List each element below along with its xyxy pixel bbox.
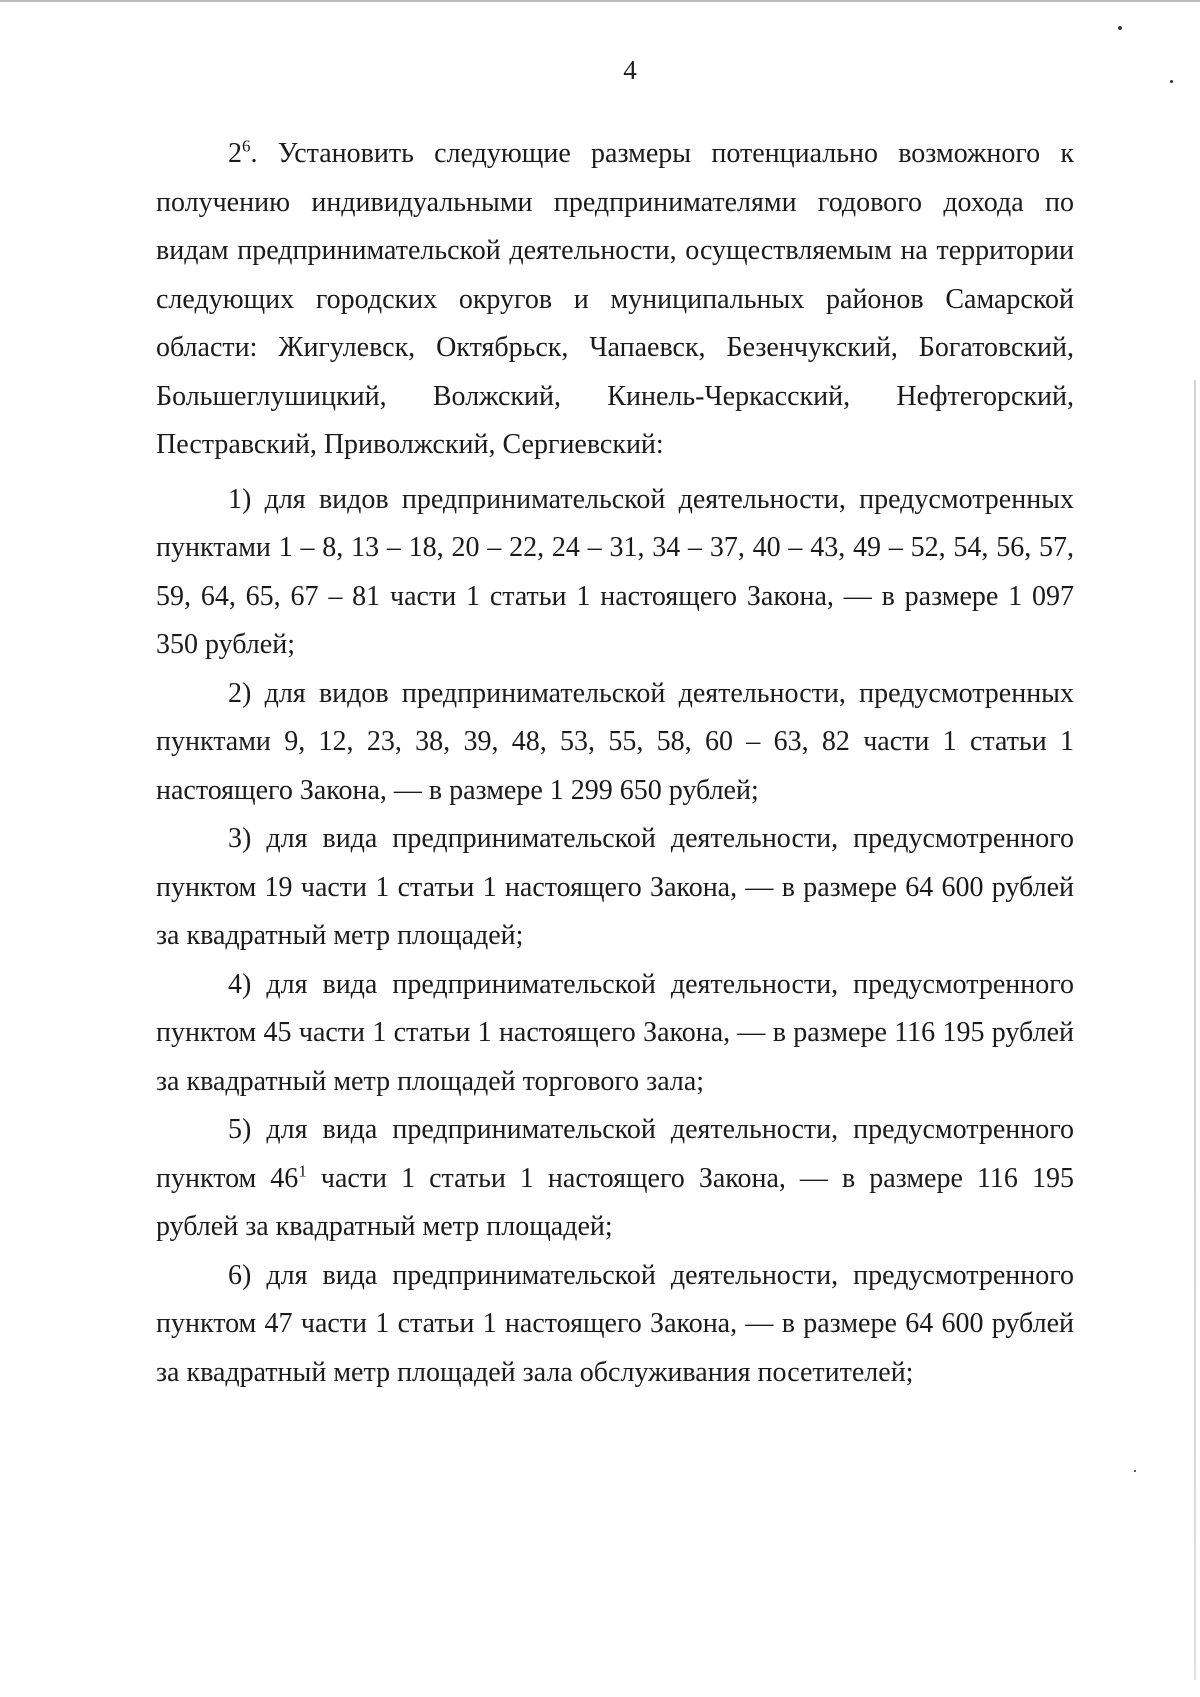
section-number: 2: [228, 138, 242, 169]
list-item: 3) для вида предпринимательской деятельности, предусмотренного пунктом 19 части 1 статьи 1 настоящего Закона, — в размере 64 600 рублей за квадратный метр площадей;: [156, 823, 1074, 951]
scan-top-edge: [0, 0, 1200, 2]
list-item-text: части 1 статьи 1 настоящего Закона, — в размере 116 195 рублей за квадратный метр площадей;: [156, 1162, 1074, 1242]
list-item: 2) для видов предпринимательской деятельности, предусмотренных пунктами 9, 12, 23, 38, 39, 48, 53, 55, 58, 60 – 63, 82 части 1 статьи 1 настоящего Закона, — в размере 1 299 650 рублей;: [156, 677, 1074, 806]
scan-speck: [1134, 1470, 1136, 1472]
document-page: [156, 50, 1074, 1397]
list-item-superscript: 1: [298, 1161, 307, 1181]
list-item: 6) для вида предпринимательской деятельности, предусмотренного пунктом 47 части 1 статьи 1 настоящего Закона, — в размере 64 600 рублей за квадратный метр площадей зала обслуживания посетителей;: [156, 1259, 1074, 1388]
list-item: [156, 1106, 1074, 1252]
section-intro-text: . Установить следующие размеры потенциально возможного к получению индивидуальными предпринимателями годового дохода по видам предпринимательской деятельности, осуществляемым на территории следующих городских округов и муниципальных районов Самарской области: Жигулевск, Октябрьск, Чапаевск, Безенчукский, Богатовский, Большеглушицкий, Волжский, Кинель-Черкасский, Нефтегорский, Пестравский, Приволжский, Сергиевский:: [156, 138, 1074, 460]
list-item: 1) для видов предпринимательской деятельности, предусмотренных пунктами 1 – 8, 13 – 18, 20 – 22, 24 – 31, 34 – 37, 40 – 43, 49 – 52, 54, 56, 57, 59, 64, 65, 67 – 81 части 1 статьи 1 настоящего Закона, — в размере 1 097 350 рублей;: [156, 483, 1074, 660]
list-item-text: 5) для вида предпринимательской деятельности, предусмотренного пунктом 46: [156, 1114, 1074, 1194]
section-number-superscript: 6: [242, 136, 251, 156]
section-intro: [156, 130, 1074, 470]
list-item: 4) для вида предпринимательской деятельности, предусмотренного пунктом 45 части 1 статьи 1 настоящего Закона, — в размере 116 195 рублей за квадратный метр площадей торгового зала;: [156, 968, 1074, 1097]
page-number: 4: [623, 55, 637, 85]
scan-speck: [1118, 26, 1122, 30]
scan-speck: [1170, 80, 1173, 83]
scan-right-edge: [1194, 380, 1196, 1680]
